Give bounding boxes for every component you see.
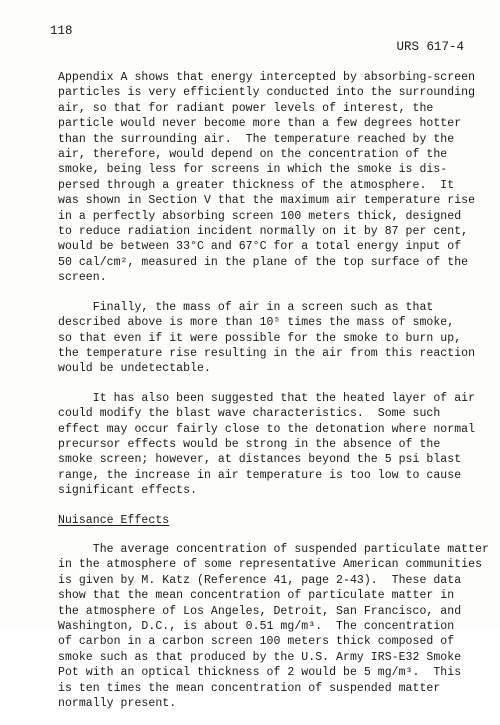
text-line: smoke screen; however, at distances beyond the 5 psi blast: [58, 453, 462, 467]
text-line: 50 cal/cm², measured in the plane of the top surface of the: [58, 255, 469, 269]
text-line: air, therefore, would depend on the concentration of the: [58, 148, 448, 162]
text-line: range, the increase in air temperature is too low to cause: [58, 468, 462, 482]
paragraph-nuisance-effects: [58, 542, 489, 711]
page-number: 118: [50, 24, 73, 38]
text-line: in the atmosphere of some representative American communities: [58, 558, 483, 572]
text-line: screen.: [58, 271, 107, 285]
text-line: air, so that for radiant power levels of interest, the: [58, 101, 434, 115]
report-id: URS 617-4: [396, 40, 464, 54]
text-line: would be undetectable.: [58, 362, 211, 376]
text-line: particle would never become more than a few degrees hotter: [58, 117, 462, 131]
text-line: than the surrounding air. The temperature reached by the: [58, 132, 455, 146]
text-line: of carbon in a carbon screen 100 meters thick composed of: [58, 635, 455, 649]
text-line: would be between 33°C and 67°C for a total energy input of: [58, 240, 462, 254]
text-line: the atmosphere of Los Angeles, Detroit, San Francisco, and: [58, 604, 462, 618]
text-line: It has also been suggested that the heated layer of air: [58, 391, 476, 405]
section-heading-text: Nuisance Effects: [58, 513, 170, 527]
text-line: The average concentration of suspended particulate matter: [58, 542, 489, 556]
section-heading: [58, 513, 478, 528]
text-line: smoke such as that produced by the U.S. Army IRS-E32 Smoke: [58, 650, 462, 664]
text-line: Washington, D.C., is about 0.51 mg/m³. The concentration: [58, 620, 455, 633]
text-line: Pot with an optical thickness of 2 would be 5 mg/m³. This: [58, 666, 462, 680]
text-line: particles is very efficiently conducted into the surrounding: [58, 86, 476, 100]
text-line: smoke, being less for screens in which the smoke is dis-: [58, 163, 448, 177]
text-line: show that the mean concentration of particulate matter in: [58, 589, 455, 603]
text-line: precursor effects would be strong in the absence of the: [58, 437, 441, 451]
text-line: to reduce radiation incident normally on it by 87 per cent,: [58, 225, 469, 239]
text-line: the temperature rise resulting in the air from this reaction: [58, 346, 476, 360]
text-line: significant effects.: [58, 484, 198, 498]
text-line: was shown in Section V that the maximum air temperature rise: [58, 194, 476, 208]
text-line: described above is more than 10⁵ times the mass of smoke,: [58, 316, 455, 330]
paragraph-appendix-a: [58, 70, 478, 286]
text-line: Finally, the mass of air in a screen such as that: [58, 300, 434, 314]
paragraph-mass-of-air: [58, 300, 478, 377]
text-line: Appendix A shows that energy intercepted by absorbing-screen: [58, 71, 476, 84]
text-line: persed through a greater thickness of the atmosphere. It: [58, 178, 455, 192]
text-line: so that even if it were possible for the smoke to burn up,: [58, 331, 462, 345]
text-line: is given by M. Katz (Reference 41, page 2-43). These data: [58, 573, 462, 587]
text-line: normally present.: [58, 697, 177, 711]
text-line: in a perfectly absorbing screen 100 meters thick, designed: [58, 209, 462, 223]
body-text: [58, 70, 489, 725]
text-line: effect may occur fairly close to the detonation where normal: [58, 422, 476, 436]
text-line: could modify the blast wave characteristics. Some such: [58, 407, 441, 421]
text-line: is ten times the mean concentration of suspended matter: [58, 681, 441, 695]
paragraph-blast-wave: [58, 391, 478, 499]
